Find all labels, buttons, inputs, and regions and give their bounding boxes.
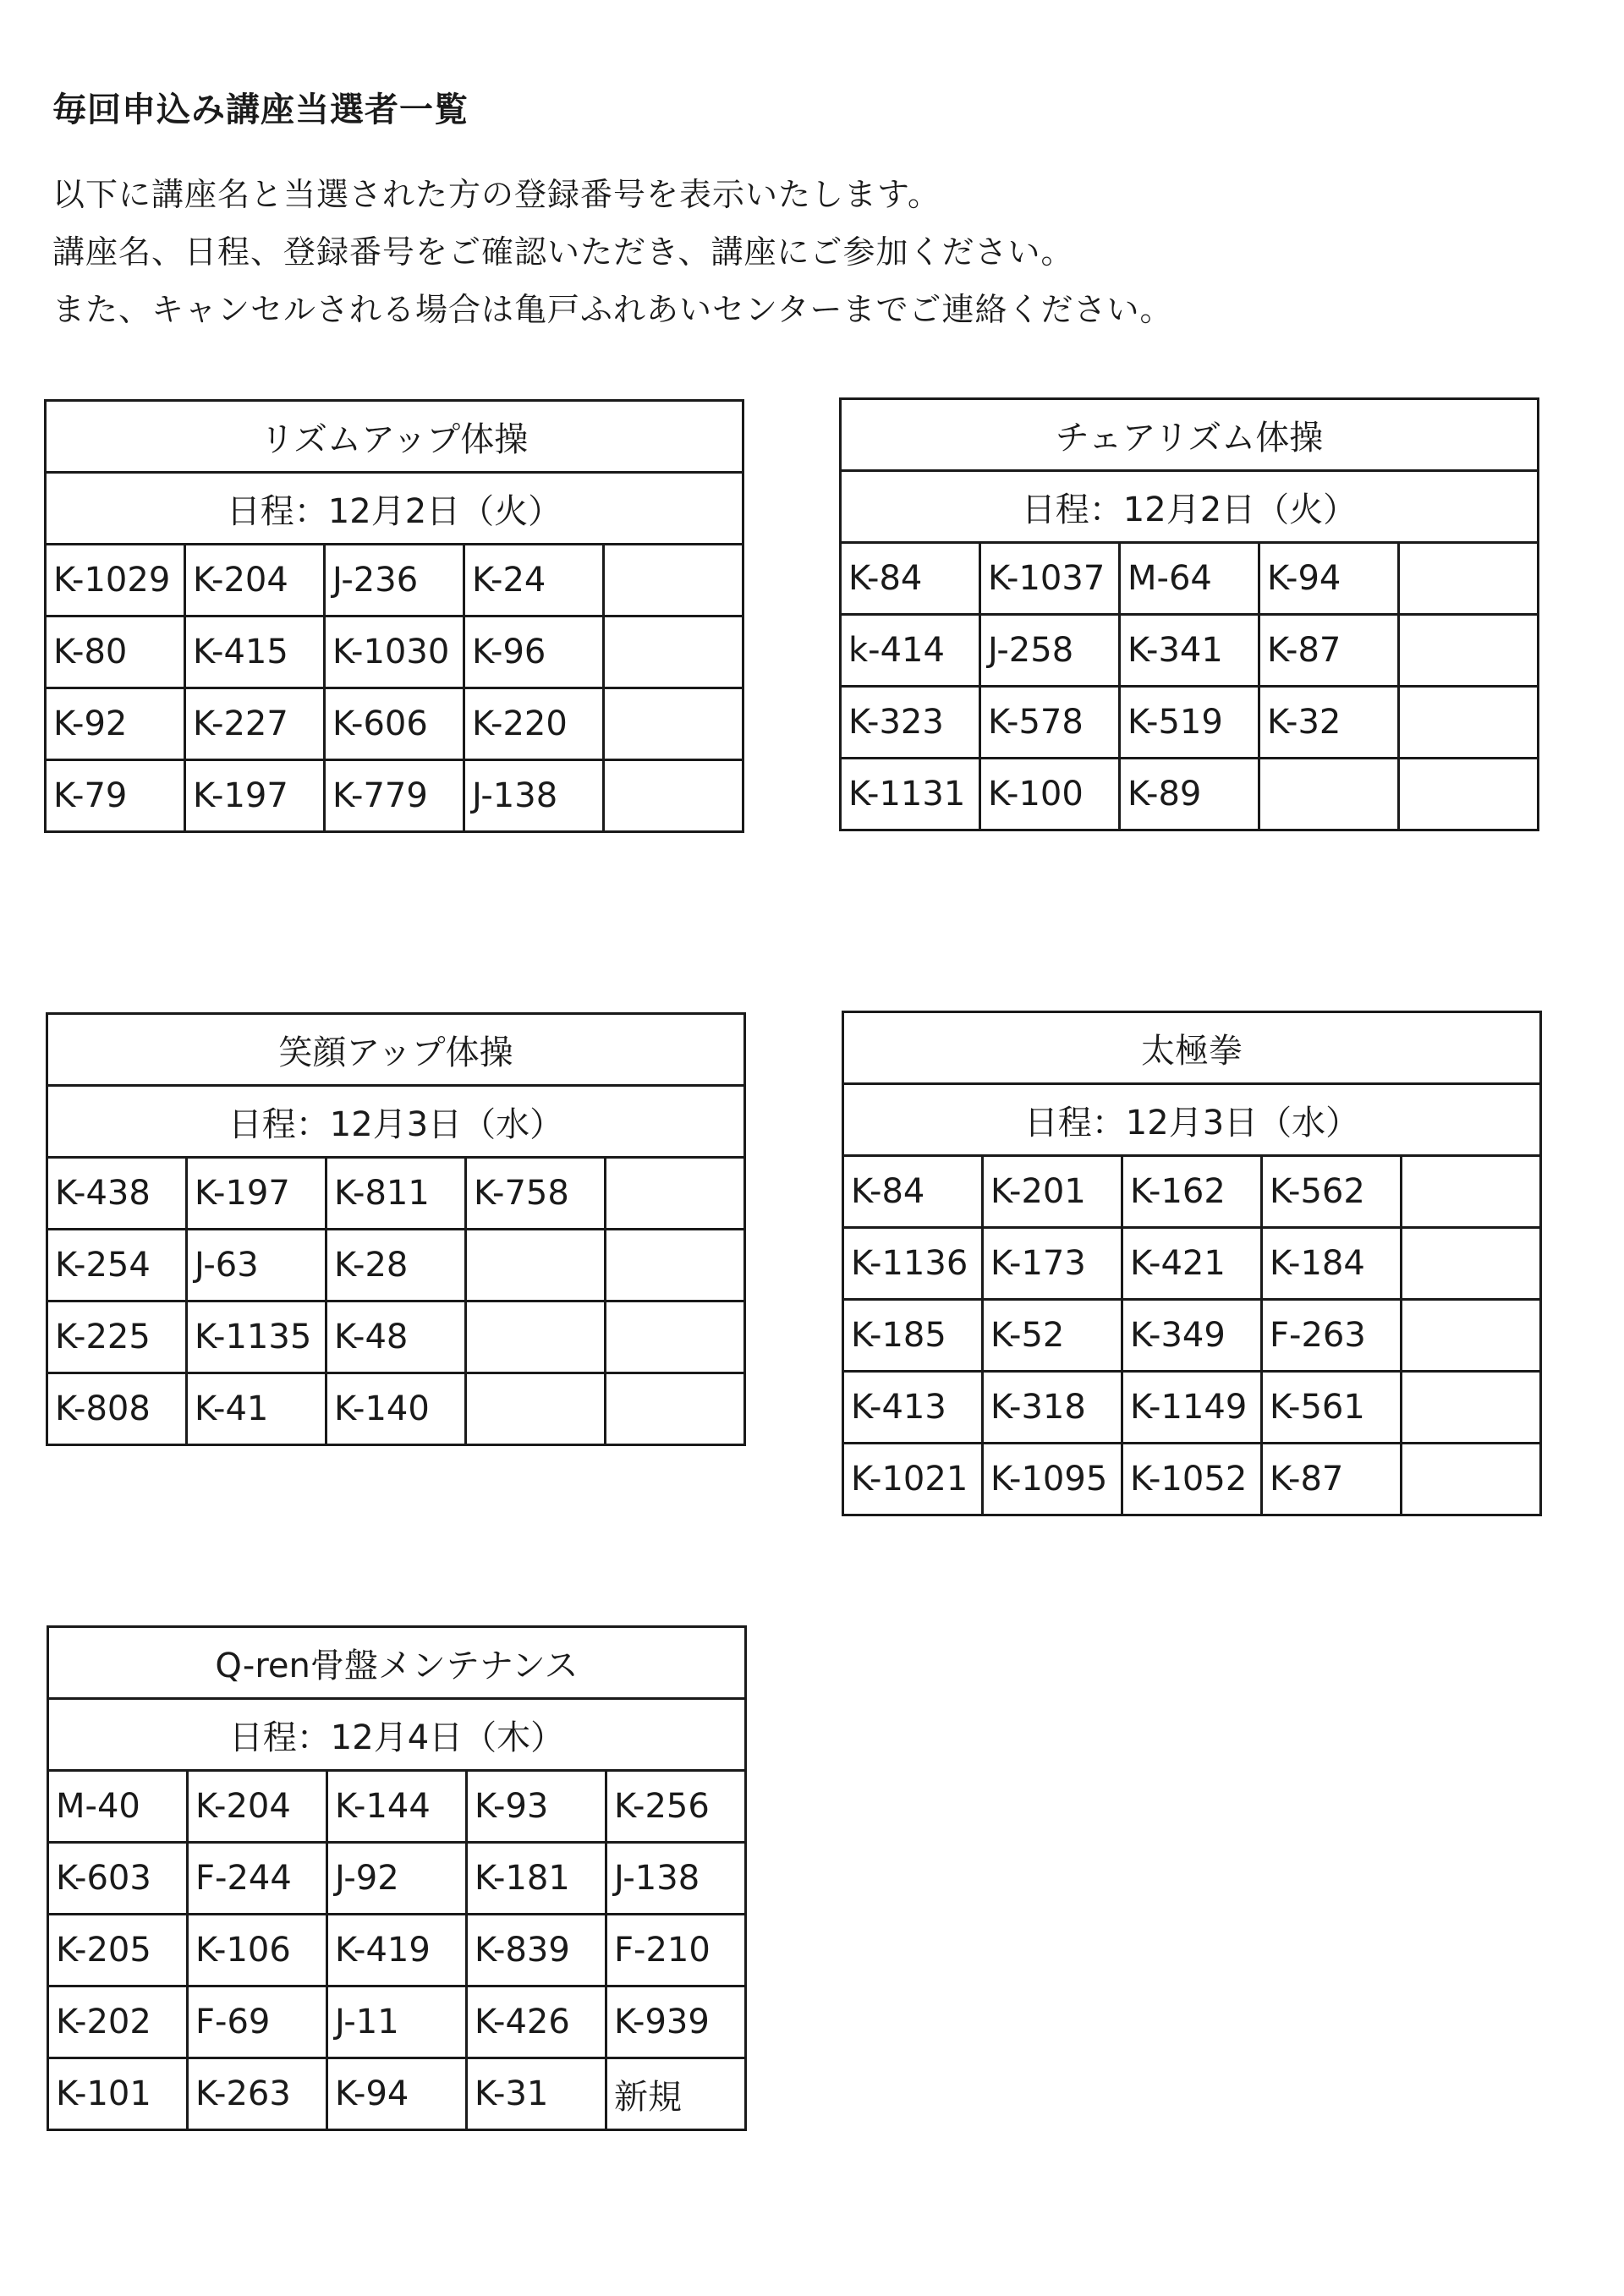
registration-number-cell: K-939 [606, 1986, 746, 2058]
registration-number-cell: K-227 [185, 688, 325, 760]
registration-number-cell: K-197 [185, 760, 325, 832]
table-row [46, 688, 743, 760]
registration-number-cell: K-419 [327, 1915, 467, 1986]
registration-number-cell: K-519 [1120, 687, 1259, 759]
intro-line: 以下に講座名と当選された方の登録番号を表示いたします。 [52, 176, 941, 213]
registration-number-cell: F-210 [606, 1915, 746, 1986]
registration-number-cell: K-140 [326, 1373, 466, 1445]
registration-number-cell: K-162 [1122, 1156, 1262, 1228]
course-table-smile-up [46, 1012, 746, 1446]
registration-number-cell: K-1095 [983, 1444, 1122, 1515]
course-table-q-ren-pelvis [47, 1625, 747, 2131]
registration-number-cell: K-79 [46, 760, 185, 832]
registration-number-cell: F-69 [188, 1986, 327, 2058]
registration-number-cell: K-254 [47, 1230, 187, 1301]
registration-number-cell: J-11 [327, 1986, 467, 2058]
registration-number-cell: K-84 [843, 1156, 983, 1228]
registration-number-cell: K-28 [326, 1230, 466, 1301]
table-row [48, 1986, 746, 2058]
registration-number-cell: K-808 [47, 1373, 187, 1445]
registration-number-cell: 新規 [606, 2058, 746, 2130]
registration-number-cell: K-93 [467, 1771, 606, 1843]
registration-number-cell: K-578 [980, 687, 1120, 759]
registration-number-cell [466, 1301, 606, 1373]
table-row [843, 1444, 1541, 1515]
table-row [48, 1843, 746, 1915]
course-table-rhythm-up [44, 399, 744, 833]
table-row [843, 1228, 1541, 1300]
registration-number-cell: K-101 [48, 2058, 188, 2130]
registration-number-cell: K-1030 [325, 616, 464, 688]
course-name: 太極拳 [843, 1012, 1541, 1084]
registration-number-cell: K-84 [841, 543, 980, 615]
registration-number-cell: K-1037 [980, 543, 1120, 615]
registration-number-cell [1402, 1444, 1541, 1515]
registration-number-cell: K-263 [188, 2058, 327, 2130]
table-row [47, 1158, 745, 1230]
table-row [841, 759, 1539, 830]
registration-number-cell: K-1136 [843, 1228, 983, 1300]
registration-number-cell: J-63 [187, 1230, 326, 1301]
registration-number-cell: F-263 [1262, 1300, 1402, 1372]
course-name: Q-ren骨盤メンテナンス [48, 1627, 746, 1699]
registration-number-cell: K-181 [467, 1843, 606, 1915]
registration-number-cell: K-341 [1120, 615, 1259, 687]
course-schedule: 日程：12月2日（火） [46, 473, 743, 545]
registration-number-cell: K-1135 [187, 1301, 326, 1373]
table-row [47, 1373, 745, 1445]
course-schedule: 日程：12月4日（木） [48, 1699, 746, 1771]
registration-number-cell: K-92 [46, 688, 185, 760]
registration-number-cell: K-31 [467, 2058, 606, 2130]
registration-number-cell: K-413 [843, 1372, 983, 1444]
registration-number-cell [1399, 615, 1539, 687]
registration-number-cell: K-1021 [843, 1444, 983, 1515]
registration-number-cell: K-1029 [46, 545, 185, 616]
registration-number-cell: K-185 [843, 1300, 983, 1372]
table-row [843, 1300, 1541, 1372]
registration-number-cell: K-41 [187, 1373, 326, 1445]
registration-number-cell: K-438 [47, 1158, 187, 1230]
course-schedule: 日程：12月3日（水） [843, 1084, 1541, 1156]
registration-number-cell: K-758 [466, 1158, 606, 1230]
registration-number-cell: K-562 [1262, 1156, 1402, 1228]
registration-number-cell: K-100 [980, 759, 1120, 830]
registration-number-cell [1402, 1372, 1541, 1444]
registration-number-cell: K-184 [1262, 1228, 1402, 1300]
registration-number-cell: K-606 [325, 688, 464, 760]
registration-number-cell: K-318 [983, 1372, 1122, 1444]
table-row [48, 1771, 746, 1843]
registration-number-cell: K-779 [325, 760, 464, 832]
registration-number-cell: K-603 [48, 1843, 188, 1915]
table-row [843, 1156, 1541, 1228]
registration-number-cell: K-811 [326, 1158, 466, 1230]
intro-line: また、キャンセルされる場合は亀戸ふれあいセンターまでご連絡ください。 [52, 291, 1173, 328]
registration-number-cell: K-204 [188, 1771, 327, 1843]
registration-number-cell: K-349 [1122, 1300, 1262, 1372]
registration-number-cell [606, 1301, 745, 1373]
table-row [841, 687, 1539, 759]
registration-number-cell [1399, 687, 1539, 759]
table-row [47, 1230, 745, 1301]
registration-number-cell: K-202 [48, 1986, 188, 2058]
registration-number-cell: K-96 [464, 616, 604, 688]
registration-number-cell [466, 1373, 606, 1445]
registration-number-cell: J-138 [606, 1843, 746, 1915]
registration-number-cell: K-87 [1259, 615, 1399, 687]
registration-number-cell: J-92 [327, 1843, 467, 1915]
registration-number-cell: F-244 [188, 1843, 327, 1915]
registration-number-cell: K-173 [983, 1228, 1122, 1300]
registration-number-cell [1259, 759, 1399, 830]
registration-number-cell: K-220 [464, 688, 604, 760]
table-row [841, 543, 1539, 615]
course-name: チェアリズム体操 [841, 399, 1539, 471]
registration-number-cell: K-87 [1262, 1444, 1402, 1515]
registration-number-cell: J-138 [464, 760, 604, 832]
table-row [46, 545, 743, 616]
registration-number-cell [1402, 1228, 1541, 1300]
registration-number-cell [604, 760, 743, 832]
registration-number-cell: K-106 [188, 1915, 327, 1986]
registration-number-cell: J-236 [325, 545, 464, 616]
intro-text [52, 166, 1172, 338]
registration-number-cell: K-201 [983, 1156, 1122, 1228]
registration-number-cell: K-561 [1262, 1372, 1402, 1444]
registration-number-cell [606, 1373, 745, 1445]
course-schedule: 日程：12月3日（水） [47, 1086, 745, 1158]
registration-number-cell: J-258 [980, 615, 1120, 687]
registration-number-cell: K-323 [841, 687, 980, 759]
course-name: 笑顔アップ体操 [47, 1014, 745, 1086]
registration-number-cell: K-225 [47, 1301, 187, 1373]
registration-number-cell: K-1131 [841, 759, 980, 830]
registration-number-cell: K-94 [327, 2058, 467, 2130]
registration-number-cell: K-205 [48, 1915, 188, 1986]
course-name: リズムアップ体操 [46, 401, 743, 473]
registration-number-cell [606, 1230, 745, 1301]
registration-number-cell: K-839 [467, 1915, 606, 1986]
page-title: 毎回申込み講座当選者一覧 [52, 90, 469, 129]
registration-number-cell [604, 688, 743, 760]
registration-number-cell: K-1149 [1122, 1372, 1262, 1444]
registration-number-cell: K-144 [327, 1771, 467, 1843]
registration-number-cell: K-426 [467, 1986, 606, 2058]
registration-number-cell: k-414 [841, 615, 980, 687]
registration-number-cell: K-415 [185, 616, 325, 688]
registration-number-cell: K-89 [1120, 759, 1259, 830]
registration-number-cell: M-64 [1120, 543, 1259, 615]
table-row [48, 2058, 746, 2130]
registration-number-cell: K-80 [46, 616, 185, 688]
registration-number-cell [606, 1158, 745, 1230]
table-row [48, 1915, 746, 1986]
registration-number-cell: K-48 [326, 1301, 466, 1373]
registration-number-cell [466, 1230, 606, 1301]
registration-number-cell [604, 545, 743, 616]
registration-number-cell [1402, 1300, 1541, 1372]
registration-number-cell [604, 616, 743, 688]
table-row [46, 760, 743, 832]
registration-number-cell: K-204 [185, 545, 325, 616]
registration-number-cell: K-421 [1122, 1228, 1262, 1300]
table-row [843, 1372, 1541, 1444]
registration-number-cell: K-52 [983, 1300, 1122, 1372]
registration-number-cell [1399, 543, 1539, 615]
table-row [841, 615, 1539, 687]
course-table-chair-rhythm [839, 397, 1539, 831]
registration-number-cell [1402, 1156, 1541, 1228]
course-table-taichi [842, 1011, 1542, 1516]
registration-number-cell: K-24 [464, 545, 604, 616]
registration-number-cell: K-32 [1259, 687, 1399, 759]
registration-number-cell: K-256 [606, 1771, 746, 1843]
registration-number-cell: K-1052 [1122, 1444, 1262, 1515]
registration-number-cell: M-40 [48, 1771, 188, 1843]
table-row [46, 616, 743, 688]
registration-number-cell: K-197 [187, 1158, 326, 1230]
intro-line: 講座名、日程、登録番号をご確認いただき、講座にご参加ください。 [52, 233, 1074, 271]
registration-number-cell [1399, 759, 1539, 830]
table-row [47, 1301, 745, 1373]
course-schedule: 日程：12月2日（火） [841, 471, 1539, 543]
registration-number-cell: K-94 [1259, 543, 1399, 615]
